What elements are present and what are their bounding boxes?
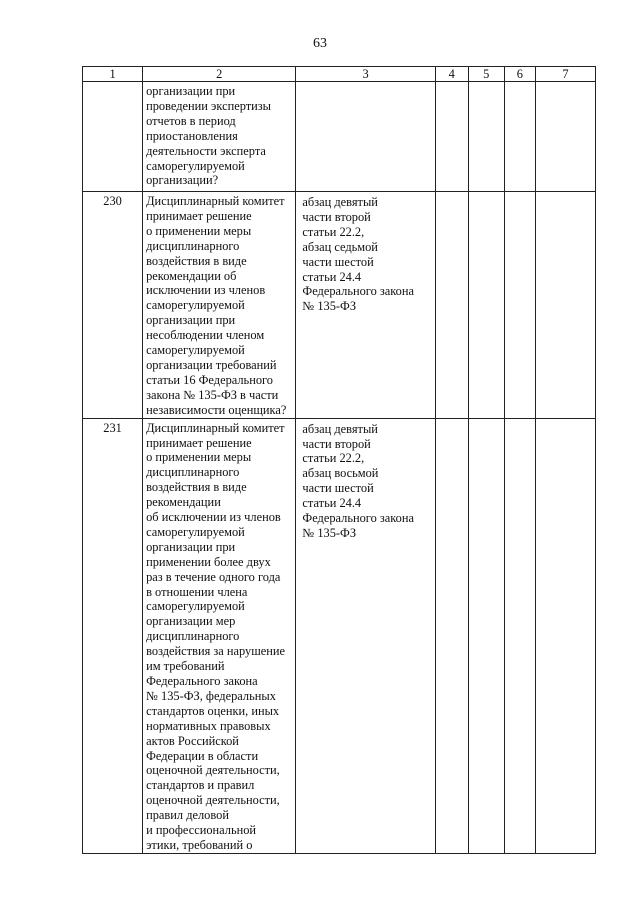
text-line: оценочной деятельности, <box>146 793 280 808</box>
text-line: закона № 135-ФЗ в части <box>146 387 279 402</box>
text-line: принимает решение <box>146 208 252 223</box>
column-4-cell <box>435 82 468 192</box>
text-line: отчетов в период <box>146 113 236 128</box>
text-line: Федерального закона <box>302 511 414 526</box>
text-line: Федерального закона <box>146 674 258 688</box>
text-line: актов Российской <box>146 733 239 748</box>
text-line: организации при <box>146 84 236 98</box>
text-line: абзац седьмой <box>302 239 378 254</box>
column-7-cell <box>535 418 595 853</box>
text-line: статьи 16 Федерального <box>146 372 273 387</box>
text-line: дисциплинарного <box>146 238 240 253</box>
text-line: статьи 24.4 <box>302 269 362 284</box>
text-line: нормативных правовых <box>146 718 271 733</box>
table-header-row <box>83 67 596 82</box>
column-7-cell <box>535 82 595 192</box>
question-cell <box>143 418 296 853</box>
text-line: проведении экспертизы <box>146 98 271 113</box>
text-line: независимости оценщика? <box>146 402 287 417</box>
text-line: о применении меры <box>146 450 252 465</box>
reference-cell <box>296 82 435 192</box>
text-line: исключении из членов <box>146 283 266 298</box>
text-line: оценочной деятельности, <box>146 763 280 778</box>
text-line: стандартов оценки, иных <box>146 703 280 718</box>
text-line: абзац девятый <box>302 195 378 209</box>
text-line: приостановления <box>146 128 238 143</box>
text-line: дисциплинарного <box>146 465 240 480</box>
text-line: части второй <box>302 436 371 451</box>
text-line: дисциплинарного <box>146 629 240 644</box>
question-cell <box>143 82 296 192</box>
text-line: части шестой <box>302 254 374 269</box>
text-line: статьи 22.2, <box>302 224 365 239</box>
reference-cell <box>296 192 435 419</box>
text-line: Федерального закона <box>302 284 414 299</box>
column-7-cell <box>535 192 595 419</box>
text-line: несоблюдении членом <box>146 328 265 343</box>
text-line: организации? <box>146 173 219 188</box>
text-line: организации мер <box>146 614 236 629</box>
text-line: организации при <box>146 313 236 328</box>
text-line: саморегулируемой <box>146 599 245 614</box>
text-line: стандартов и правил <box>146 778 255 793</box>
column-header-5: 5 <box>468 67 504 82</box>
text-line: абзац девятый <box>302 421 378 436</box>
text-line: им требований <box>146 659 225 674</box>
text-line: воздействия в виде <box>146 253 247 268</box>
text-line: этики, требований о <box>146 837 253 852</box>
text-line: статьи 22.2, <box>302 451 365 466</box>
text-line: применении более двух <box>146 554 271 569</box>
text-line: организации при <box>146 539 236 554</box>
column-header-3: 3 <box>296 67 435 82</box>
text-line: деятельности эксперта <box>146 143 266 158</box>
text-line: части шестой <box>302 481 374 496</box>
text-line: и профессиональной <box>146 823 257 838</box>
column-header-1: 1 <box>83 67 143 82</box>
text-line: № 135-ФЗ, федеральных <box>146 688 276 703</box>
row-number: 231 <box>83 418 143 853</box>
text-line: Дисциплинарный комитет <box>146 420 285 435</box>
table-row <box>83 192 596 419</box>
column-6-cell <box>504 418 535 853</box>
text-line: саморегулируемой <box>146 524 245 539</box>
text-line: воздействия за нарушение <box>146 644 286 659</box>
text-line: рекомендации об <box>146 268 237 283</box>
reference-cell <box>296 418 435 853</box>
text-line: Федерации в области <box>146 748 259 763</box>
page-number: 63 <box>313 36 327 51</box>
column-header-2: 2 <box>143 67 296 82</box>
row-number: 230 <box>83 192 143 419</box>
column-5-cell <box>468 192 504 419</box>
text-line: № 135-ФЗ <box>302 525 357 540</box>
table-row <box>83 82 596 192</box>
column-header-7: 7 <box>535 67 595 82</box>
column-5-cell <box>468 418 504 853</box>
text-line: рекомендации <box>146 495 221 510</box>
text-line: об исключении из членов <box>146 510 281 525</box>
column-header-4: 4 <box>435 67 468 82</box>
text-line: № 135-ФЗ <box>302 299 357 314</box>
text-line: абзац восьмой <box>302 466 379 481</box>
column-4-cell <box>435 418 468 853</box>
question-cell <box>143 192 296 419</box>
text-line: саморегулируемой <box>146 298 245 313</box>
text-line: правил деловой <box>146 808 229 823</box>
text-line: организации требований <box>146 357 277 372</box>
column-4-cell <box>435 192 468 419</box>
text-line: Дисциплинарный комитет <box>146 194 285 208</box>
column-6-cell <box>504 192 535 419</box>
text-line: саморегулируемой <box>146 158 245 173</box>
requirements-table <box>82 66 596 854</box>
text-line: части второй <box>302 209 371 224</box>
text-line: раз в течение одного года <box>146 569 281 584</box>
text-line: саморегулируемой <box>146 343 245 358</box>
row-number <box>83 82 143 192</box>
text-line: о применении меры <box>146 223 252 238</box>
column-header-6: 6 <box>504 67 535 82</box>
text-line: принимает решение <box>146 435 252 450</box>
table-row <box>83 418 596 853</box>
column-6-cell <box>504 82 535 192</box>
text-line: в отношении члена <box>146 584 248 599</box>
text-line: воздействия в виде <box>146 480 247 495</box>
text-line: статьи 24.4 <box>302 496 362 511</box>
column-5-cell <box>468 82 504 192</box>
